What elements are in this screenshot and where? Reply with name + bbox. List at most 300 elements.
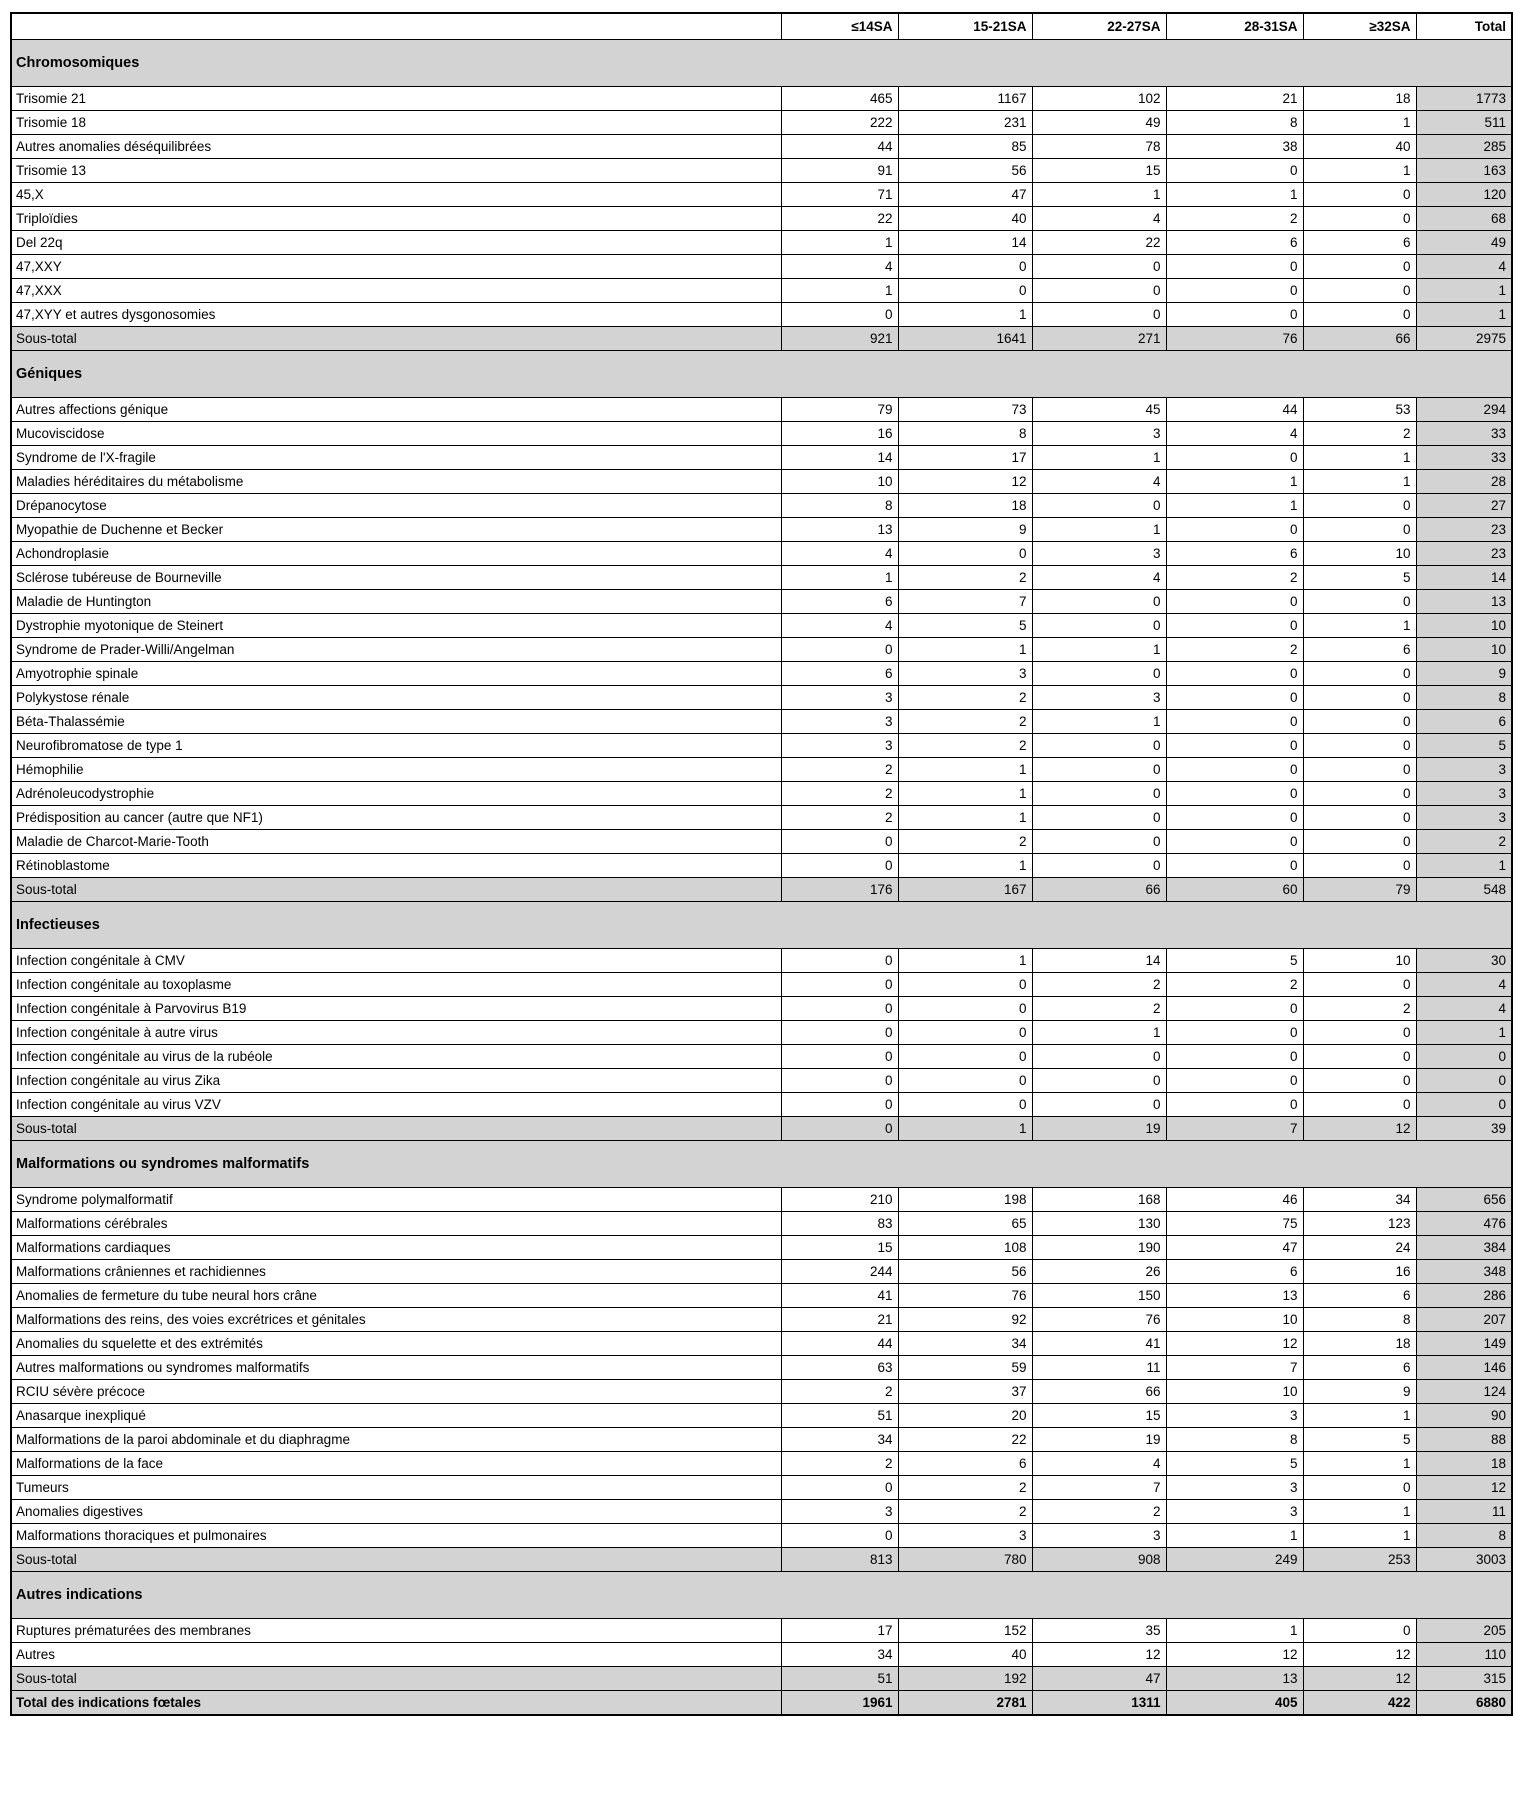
corner-cell: [11, 13, 781, 40]
value-cell: 15: [781, 1236, 898, 1260]
subtotal-label: Sous-total: [11, 878, 781, 902]
row-total-cell: 1773: [1416, 87, 1512, 111]
row-label: Dystrophie myotonique de Steinert: [11, 614, 781, 638]
value-cell: 0: [1166, 710, 1303, 734]
value-cell: 0: [1303, 494, 1416, 518]
value-cell: 6: [1303, 1284, 1416, 1308]
value-cell: 0: [781, 949, 898, 973]
value-cell: 152: [898, 1619, 1032, 1643]
value-cell: 0: [1166, 806, 1303, 830]
value-cell: 18: [1303, 1332, 1416, 1356]
value-cell: 0: [781, 830, 898, 854]
value-cell: 8: [781, 494, 898, 518]
value-cell: 1167: [898, 87, 1032, 111]
value-cell: 13: [1166, 1667, 1303, 1691]
value-cell: 0: [898, 279, 1032, 303]
table-row: [11, 231, 1512, 255]
value-cell: 0: [1032, 255, 1166, 279]
value-cell: 2: [1303, 422, 1416, 446]
value-cell: 47: [898, 183, 1032, 207]
value-cell: 4: [1032, 566, 1166, 590]
value-cell: 1: [898, 638, 1032, 662]
value-cell: 2: [1166, 973, 1303, 997]
section-header-row: [11, 40, 1512, 87]
row-label: Amyotrophie spinale: [11, 662, 781, 686]
row-total-cell: 207: [1416, 1308, 1512, 1332]
value-cell: 192: [898, 1667, 1032, 1691]
table-row: [11, 1476, 1512, 1500]
table-row: [11, 1428, 1512, 1452]
row-total-cell: 1: [1416, 854, 1512, 878]
value-cell: 0: [1303, 686, 1416, 710]
value-cell: 198: [898, 1188, 1032, 1212]
section-header-row: [11, 1141, 1512, 1188]
column-header-row: [11, 13, 1512, 40]
value-cell: 1: [898, 1117, 1032, 1141]
value-cell: 1: [898, 949, 1032, 973]
table-row: [11, 279, 1512, 303]
value-cell: 5: [1303, 1428, 1416, 1452]
row-label: Syndrome polymalformatif: [11, 1188, 781, 1212]
value-cell: 10: [1166, 1380, 1303, 1404]
row-total-cell: 11: [1416, 1500, 1512, 1524]
row-label: Autres malformations ou syndromes malformatifs: [11, 1356, 781, 1380]
row-label: Drépanocytose: [11, 494, 781, 518]
value-cell: 0: [898, 542, 1032, 566]
value-cell: 0: [1303, 1476, 1416, 1500]
row-label: Malformations crâniennes et rachidiennes: [11, 1260, 781, 1284]
row-total-cell: 6880: [1416, 1691, 1512, 1716]
value-cell: 190: [1032, 1236, 1166, 1260]
value-cell: 0: [898, 973, 1032, 997]
row-label: Malformations thoraciques et pulmonaires: [11, 1524, 781, 1548]
value-cell: 0: [898, 1045, 1032, 1069]
table-row: [11, 1500, 1512, 1524]
value-cell: 0: [781, 1069, 898, 1093]
value-cell: 37: [898, 1380, 1032, 1404]
table-row: [11, 1452, 1512, 1476]
value-cell: 1641: [898, 327, 1032, 351]
row-label: Triploïdies: [11, 207, 781, 231]
row-label: Malformations des reins, des voies excrétrices et génitales: [11, 1308, 781, 1332]
table-row: [11, 1380, 1512, 1404]
row-total-cell: 9: [1416, 662, 1512, 686]
value-cell: 0: [1303, 255, 1416, 279]
report-page: [10, 12, 1511, 1716]
table-row: [11, 518, 1512, 542]
subtotal-row: [11, 1117, 1512, 1141]
value-cell: 0: [1303, 734, 1416, 758]
value-cell: 71: [781, 183, 898, 207]
value-cell: 7: [1166, 1356, 1303, 1380]
table-row: [11, 782, 1512, 806]
row-label: Infection congénitale au virus VZV: [11, 1093, 781, 1117]
table-row: [11, 662, 1512, 686]
value-cell: 167: [898, 878, 1032, 902]
row-label: 47,XXX: [11, 279, 781, 303]
value-cell: 0: [1303, 1021, 1416, 1045]
value-cell: 244: [781, 1260, 898, 1284]
value-cell: 66: [1032, 1380, 1166, 1404]
value-cell: 2: [898, 686, 1032, 710]
value-cell: 9: [1303, 1380, 1416, 1404]
value-cell: 12: [1303, 1643, 1416, 1667]
row-label: Autres: [11, 1643, 781, 1667]
value-cell: 60: [1166, 878, 1303, 902]
grand-total-row: [11, 1691, 1512, 1716]
value-cell: 168: [1032, 1188, 1166, 1212]
value-cell: 17: [898, 446, 1032, 470]
value-cell: 51: [781, 1404, 898, 1428]
row-label: Infection congénitale au virus de la rubéole: [11, 1045, 781, 1069]
row-total-cell: 205: [1416, 1619, 1512, 1643]
table-row: [11, 686, 1512, 710]
value-cell: 6: [1303, 231, 1416, 255]
value-cell: 10: [1166, 1308, 1303, 1332]
row-total-cell: 2: [1416, 830, 1512, 854]
value-cell: 0: [1032, 758, 1166, 782]
value-cell: 0: [1303, 303, 1416, 327]
value-cell: 405: [1166, 1691, 1303, 1716]
value-cell: 10: [1303, 542, 1416, 566]
table-row: [11, 1021, 1512, 1045]
row-label: 45,X: [11, 183, 781, 207]
value-cell: 1: [1303, 111, 1416, 135]
value-cell: 21: [781, 1308, 898, 1332]
row-total-cell: 27: [1416, 494, 1512, 518]
value-cell: 1: [1032, 518, 1166, 542]
value-cell: 38: [1166, 135, 1303, 159]
row-label: Infection congénitale au toxoplasme: [11, 973, 781, 997]
value-cell: 0: [1303, 782, 1416, 806]
value-cell: 12: [1166, 1643, 1303, 1667]
value-cell: 2: [1166, 207, 1303, 231]
table-row: [11, 470, 1512, 494]
value-cell: 0: [1303, 758, 1416, 782]
row-label: Infection congénitale à Parvovirus B19: [11, 997, 781, 1021]
value-cell: 4: [1166, 422, 1303, 446]
value-cell: 0: [781, 1117, 898, 1141]
value-cell: 0: [1032, 806, 1166, 830]
column-header: 28-31SA: [1166, 13, 1303, 40]
value-cell: 0: [898, 1069, 1032, 1093]
value-cell: 26: [1032, 1260, 1166, 1284]
column-header: Total: [1416, 13, 1512, 40]
row-total-cell: 30: [1416, 949, 1512, 973]
row-label: Hémophilie: [11, 758, 781, 782]
row-label: Maladie de Huntington: [11, 590, 781, 614]
section-header: Autres indications: [11, 1572, 1512, 1619]
value-cell: 91: [781, 159, 898, 183]
value-cell: 12: [898, 470, 1032, 494]
value-cell: 0: [1032, 782, 1166, 806]
value-cell: 1: [898, 854, 1032, 878]
row-total-cell: 6: [1416, 710, 1512, 734]
value-cell: 0: [1166, 734, 1303, 758]
value-cell: 0: [1032, 662, 1166, 686]
row-total-cell: 2975: [1416, 327, 1512, 351]
value-cell: 0: [1166, 518, 1303, 542]
value-cell: 6: [781, 662, 898, 686]
value-cell: 46: [1166, 1188, 1303, 1212]
value-cell: 1: [1303, 1500, 1416, 1524]
value-cell: 56: [898, 1260, 1032, 1284]
table-row: [11, 1308, 1512, 1332]
row-total-cell: 88: [1416, 1428, 1512, 1452]
value-cell: 47: [1166, 1236, 1303, 1260]
value-cell: 0: [1303, 710, 1416, 734]
value-cell: 0: [781, 638, 898, 662]
value-cell: 22: [898, 1428, 1032, 1452]
value-cell: 11: [1032, 1356, 1166, 1380]
row-label: Prédisposition au cancer (autre que NF1): [11, 806, 781, 830]
value-cell: 0: [781, 1476, 898, 1500]
row-label: Malformations de la paroi abdominale et du diaphragme: [11, 1428, 781, 1452]
value-cell: 9: [898, 518, 1032, 542]
row-total-cell: 124: [1416, 1380, 1512, 1404]
value-cell: 12: [1166, 1332, 1303, 1356]
table-row: [11, 997, 1512, 1021]
value-cell: 19: [1032, 1428, 1166, 1452]
row-total-cell: 146: [1416, 1356, 1512, 1380]
section-header-row: [11, 1572, 1512, 1619]
value-cell: 0: [1303, 1619, 1416, 1643]
value-cell: 2: [1166, 638, 1303, 662]
value-cell: 76: [1032, 1308, 1166, 1332]
value-cell: 2781: [898, 1691, 1032, 1716]
value-cell: 4: [1032, 470, 1166, 494]
row-total-cell: 1: [1416, 1021, 1512, 1045]
table-row: [11, 710, 1512, 734]
section-header-row: [11, 351, 1512, 398]
row-total-cell: 18: [1416, 1452, 1512, 1476]
value-cell: 0: [1303, 183, 1416, 207]
value-cell: 17: [781, 1619, 898, 1643]
row-total-cell: 120: [1416, 183, 1512, 207]
row-label: Autres anomalies déséquilibrées: [11, 135, 781, 159]
value-cell: 49: [1032, 111, 1166, 135]
row-total-cell: 3: [1416, 758, 1512, 782]
table-row: [11, 830, 1512, 854]
row-label: Mucoviscidose: [11, 422, 781, 446]
value-cell: 1: [898, 758, 1032, 782]
value-cell: 1: [1166, 494, 1303, 518]
value-cell: 0: [898, 1021, 1032, 1045]
row-label: Del 22q: [11, 231, 781, 255]
value-cell: 22: [781, 207, 898, 231]
value-cell: 73: [898, 398, 1032, 422]
row-total-cell: 90: [1416, 1404, 1512, 1428]
value-cell: 2: [1303, 997, 1416, 1021]
row-total-cell: 110: [1416, 1643, 1512, 1667]
row-label: Maladie de Charcot-Marie-Tooth: [11, 830, 781, 854]
value-cell: 1: [1303, 470, 1416, 494]
value-cell: 8: [1166, 111, 1303, 135]
value-cell: 16: [781, 422, 898, 446]
value-cell: 56: [898, 159, 1032, 183]
value-cell: 79: [781, 398, 898, 422]
column-header: ≤14SA: [781, 13, 898, 40]
row-label: Sclérose tubéreuse de Bourneville: [11, 566, 781, 590]
value-cell: 40: [898, 1643, 1032, 1667]
value-cell: 92: [898, 1308, 1032, 1332]
section-header: Chromosomiques: [11, 40, 1512, 87]
section-header: Malformations ou syndromes malformatifs: [11, 1141, 1512, 1188]
table-row: [11, 758, 1512, 782]
row-label: Trisomie 18: [11, 111, 781, 135]
value-cell: 0: [1166, 614, 1303, 638]
table-row: [11, 973, 1512, 997]
table-row: [11, 1404, 1512, 1428]
grand-total-label: Total des indications fœtales: [11, 1691, 781, 1716]
row-total-cell: 33: [1416, 422, 1512, 446]
table-row: [11, 1356, 1512, 1380]
value-cell: 44: [781, 135, 898, 159]
value-cell: 2: [1166, 566, 1303, 590]
section-header: Infectieuses: [11, 902, 1512, 949]
value-cell: 1: [1166, 183, 1303, 207]
value-cell: 12: [1303, 1117, 1416, 1141]
row-label: Infection congénitale à autre virus: [11, 1021, 781, 1045]
row-total-cell: 1: [1416, 303, 1512, 327]
value-cell: 66: [1303, 327, 1416, 351]
value-cell: 0: [1032, 1093, 1166, 1117]
subtotal-row: [11, 327, 1512, 351]
value-cell: 780: [898, 1548, 1032, 1572]
row-total-cell: 294: [1416, 398, 1512, 422]
table-row: [11, 1260, 1512, 1284]
value-cell: 59: [898, 1356, 1032, 1380]
value-cell: 0: [781, 1021, 898, 1045]
value-cell: 34: [781, 1643, 898, 1667]
table-row: [11, 494, 1512, 518]
value-cell: 6: [898, 1452, 1032, 1476]
table-row: [11, 806, 1512, 830]
value-cell: 4: [781, 255, 898, 279]
subtotal-row: [11, 1667, 1512, 1691]
value-cell: 176: [781, 878, 898, 902]
value-cell: 1: [1166, 470, 1303, 494]
value-cell: 0: [1303, 1093, 1416, 1117]
row-total-cell: 656: [1416, 1188, 1512, 1212]
value-cell: 3: [1166, 1476, 1303, 1500]
row-label: Anomalies de fermeture du tube neural hors crâne: [11, 1284, 781, 1308]
row-label: RCIU sévère précoce: [11, 1380, 781, 1404]
value-cell: 75: [1166, 1212, 1303, 1236]
value-cell: 1: [1303, 446, 1416, 470]
row-total-cell: 511: [1416, 111, 1512, 135]
value-cell: 14: [781, 446, 898, 470]
table-row: [11, 422, 1512, 446]
value-cell: 0: [1303, 830, 1416, 854]
value-cell: 78: [1032, 135, 1166, 159]
value-cell: 0: [1166, 1045, 1303, 1069]
table-row: [11, 111, 1512, 135]
value-cell: 231: [898, 111, 1032, 135]
value-cell: 2: [898, 1476, 1032, 1500]
value-cell: 3: [1032, 686, 1166, 710]
row-total-cell: 14: [1416, 566, 1512, 590]
value-cell: 45: [1032, 398, 1166, 422]
value-cell: 1: [1032, 710, 1166, 734]
table-row: [11, 1619, 1512, 1643]
value-cell: 3: [1032, 422, 1166, 446]
value-cell: 12: [1032, 1643, 1166, 1667]
value-cell: 4: [781, 614, 898, 638]
row-total-cell: 548: [1416, 878, 1512, 902]
value-cell: 34: [781, 1428, 898, 1452]
value-cell: 0: [1303, 279, 1416, 303]
row-total-cell: 28: [1416, 470, 1512, 494]
value-cell: 7: [1166, 1117, 1303, 1141]
table-row: [11, 1332, 1512, 1356]
value-cell: 0: [1166, 662, 1303, 686]
indications-table: [10, 12, 1513, 1716]
value-cell: 0: [1303, 1045, 1416, 1069]
value-cell: 6: [1166, 542, 1303, 566]
value-cell: 2: [781, 1452, 898, 1476]
value-cell: 1: [1166, 1619, 1303, 1643]
value-cell: 249: [1166, 1548, 1303, 1572]
row-total-cell: 348: [1416, 1260, 1512, 1284]
value-cell: 41: [781, 1284, 898, 1308]
indications-table-body: [11, 13, 1512, 1715]
value-cell: 0: [1303, 590, 1416, 614]
value-cell: 1: [781, 279, 898, 303]
row-label: 47,XXY: [11, 255, 781, 279]
row-total-cell: 0: [1416, 1093, 1512, 1117]
value-cell: 0: [1032, 279, 1166, 303]
value-cell: 210: [781, 1188, 898, 1212]
value-cell: 0: [1032, 830, 1166, 854]
row-total-cell: 3003: [1416, 1548, 1512, 1572]
row-total-cell: 49: [1416, 231, 1512, 255]
value-cell: 0: [1166, 446, 1303, 470]
row-label: Anomalies digestives: [11, 1500, 781, 1524]
value-cell: 0: [781, 1045, 898, 1069]
value-cell: 2: [898, 566, 1032, 590]
row-total-cell: 8: [1416, 1524, 1512, 1548]
row-label: Anomalies du squelette et des extrémités: [11, 1332, 781, 1356]
table-row: [11, 734, 1512, 758]
value-cell: 0: [1032, 590, 1166, 614]
value-cell: 253: [1303, 1548, 1416, 1572]
value-cell: 1: [1303, 1452, 1416, 1476]
value-cell: 0: [1166, 854, 1303, 878]
value-cell: 1: [898, 806, 1032, 830]
row-label: Malformations cardiaques: [11, 1236, 781, 1260]
row-total-cell: 285: [1416, 135, 1512, 159]
value-cell: 2: [1032, 997, 1166, 1021]
value-cell: 123: [1303, 1212, 1416, 1236]
value-cell: 53: [1303, 398, 1416, 422]
value-cell: 2: [898, 710, 1032, 734]
value-cell: 1: [1032, 446, 1166, 470]
value-cell: 44: [1166, 398, 1303, 422]
row-total-cell: 33: [1416, 446, 1512, 470]
subtotal-row: [11, 1548, 1512, 1572]
value-cell: 0: [781, 1524, 898, 1548]
value-cell: 10: [781, 470, 898, 494]
value-cell: 15: [1032, 159, 1166, 183]
row-label: Autres affections génique: [11, 398, 781, 422]
table-row: [11, 566, 1512, 590]
value-cell: 65: [898, 1212, 1032, 1236]
value-cell: 0: [1166, 255, 1303, 279]
value-cell: 0: [1032, 854, 1166, 878]
row-total-cell: 4: [1416, 973, 1512, 997]
subtotal-row: [11, 878, 1512, 902]
